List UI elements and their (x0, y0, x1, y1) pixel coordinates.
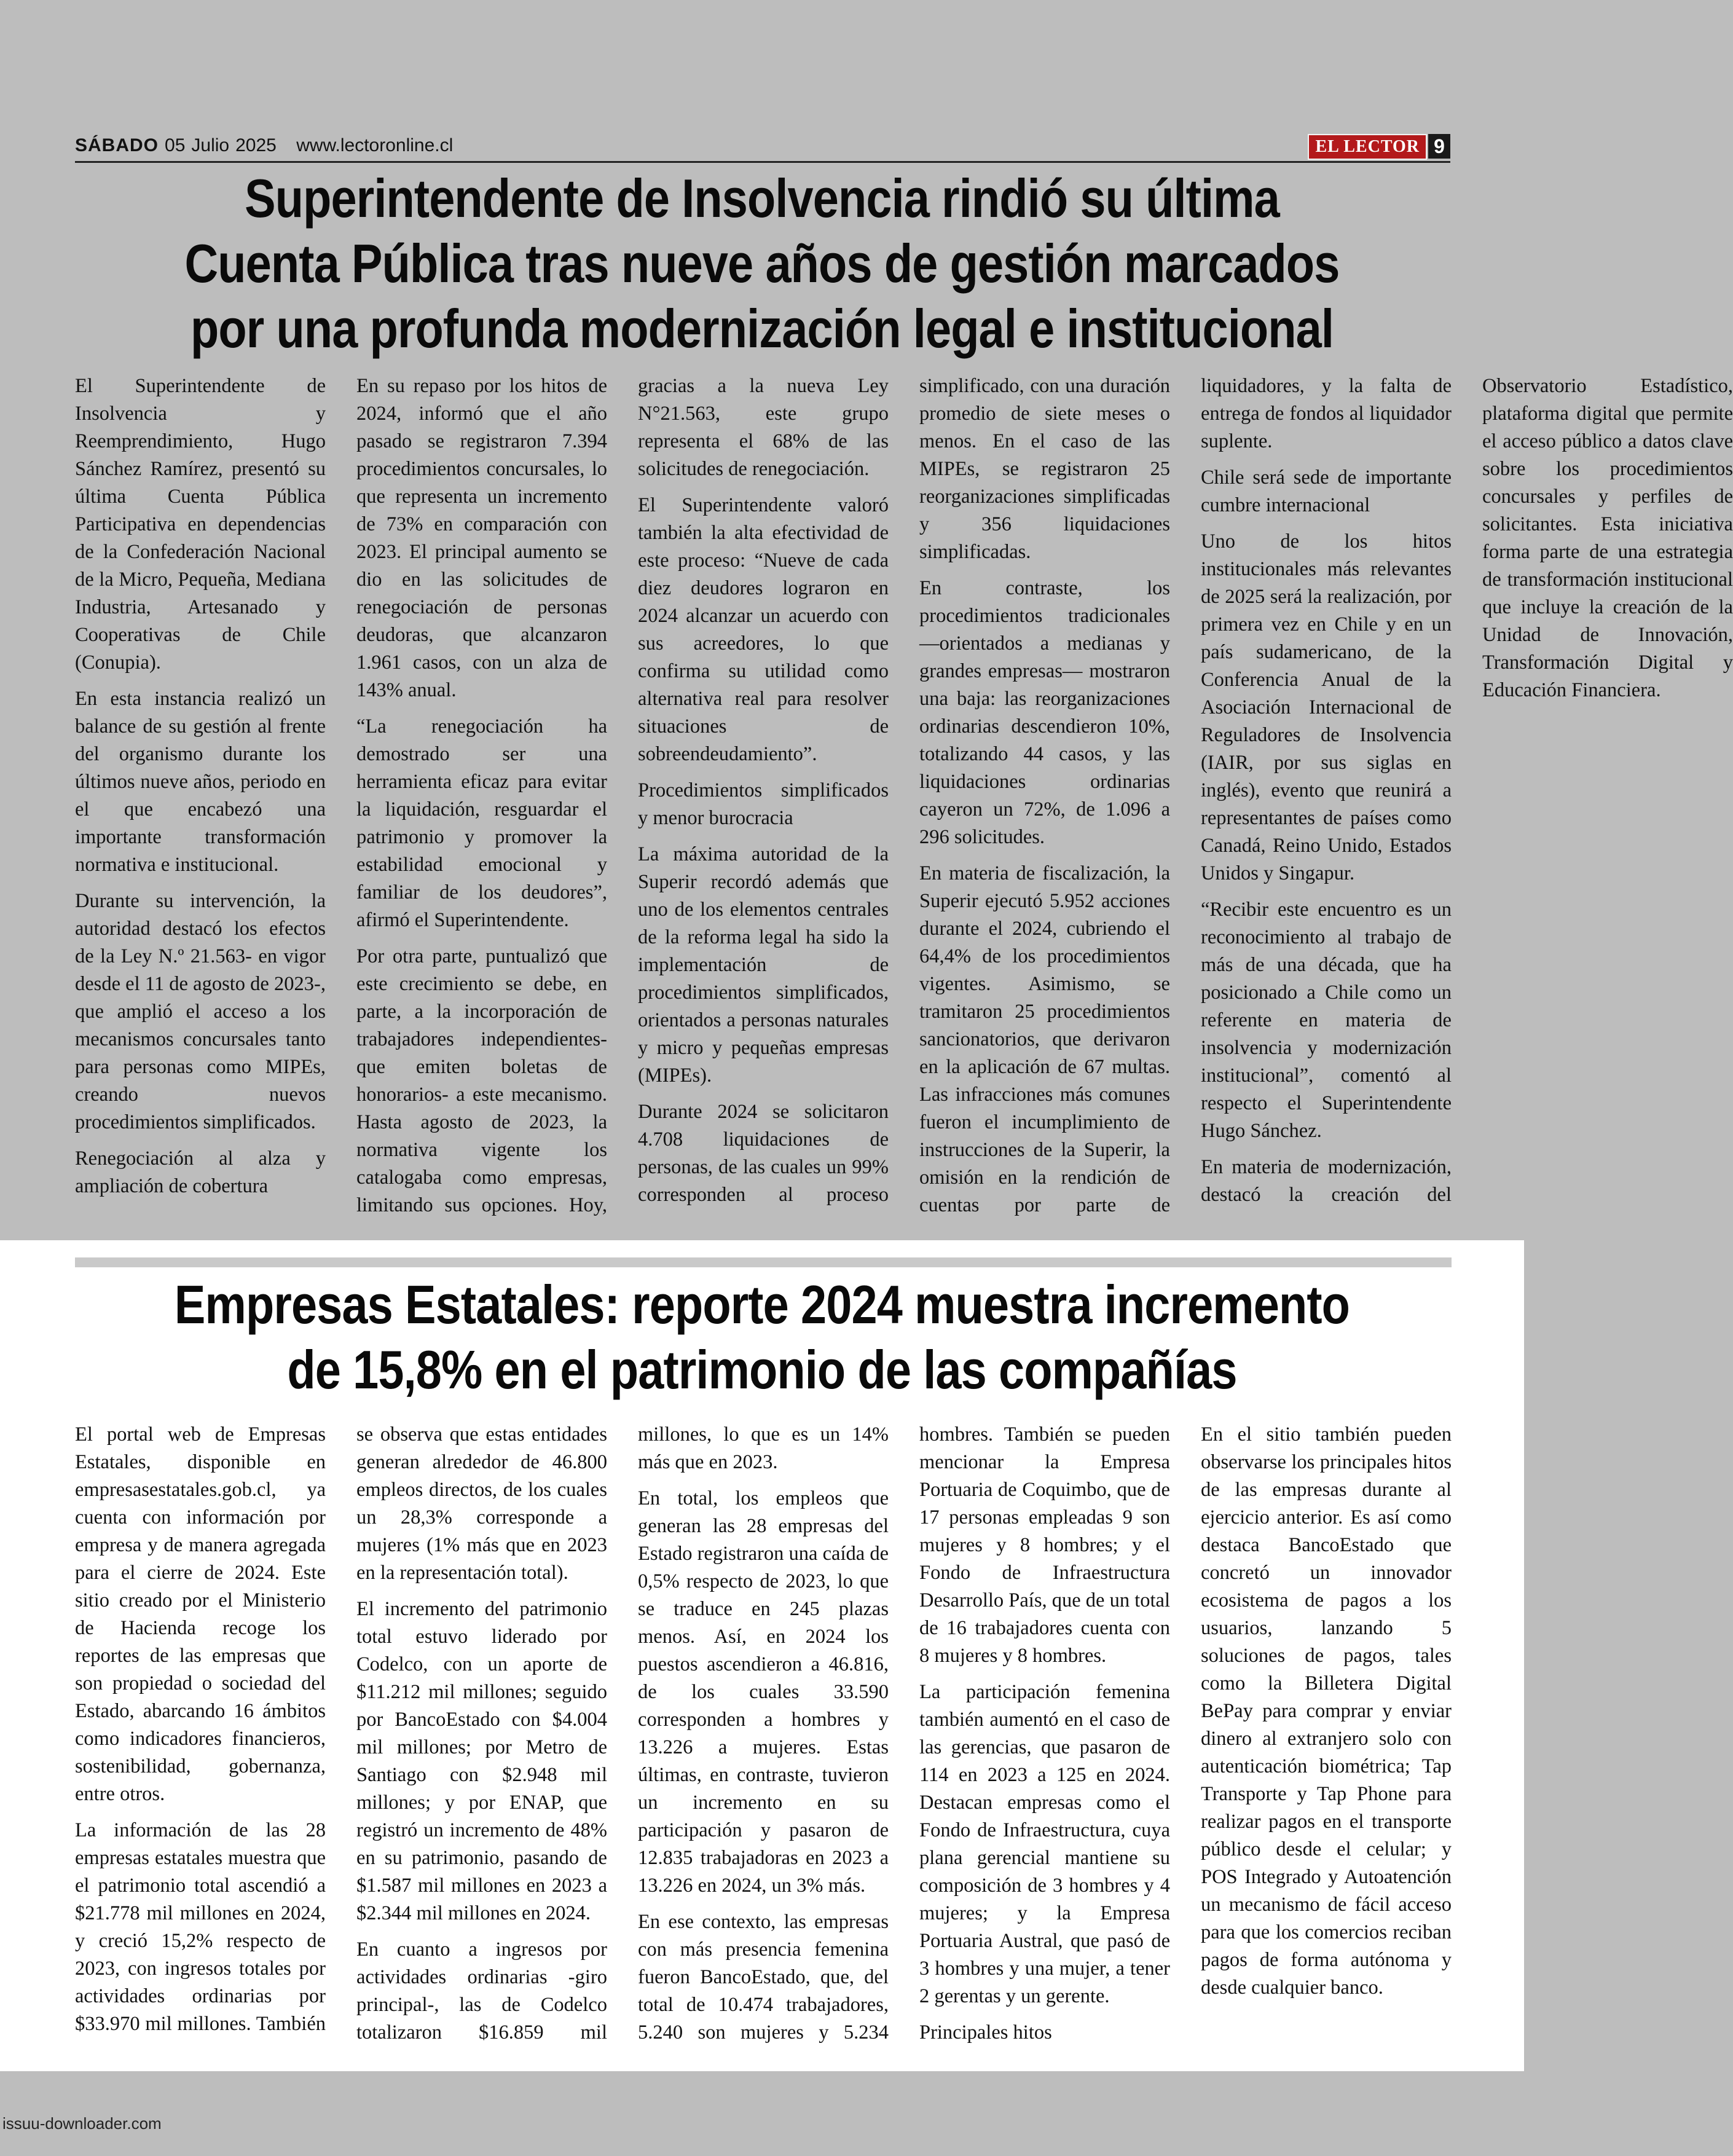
article-1-paragraph: El Superintendente valoró también la alta efectividad de este proceso: “Nueve de cada diez deudores lograron en 2024 alcanzar un acuerdo con sus acreedores, lo que confirma su utilidad como alternativa real para resolver situaciones de sobreendeudamiento”. (638, 494, 889, 765)
newspaper-logo: EL LECTOR (1308, 134, 1427, 160)
article-1-paragraph: En esta instancia realizó un balance de su gestión al frente del organismo durante los últimos nueve años, periodo en el que encabezó una importante transformación normativa e institucional. (75, 688, 326, 876)
page-number: 9 (1428, 134, 1450, 159)
article-1-headline: Superintendente de Insolvencia rindió su última Cuenta Pública tras nueve años de gestión marcados por una profunda modernización legal e institucional (184, 168, 1340, 359)
article-1-paragraph: En contraste, los procedimientos tradicionales —orientados a medianas y grandes empresas— mostraron una baja: las reorganizaciones ordinarias descendieron 10%, totalizando 44 casos, y las liquidaciones ordinarias cayeron un 72%, de 1.096 a 296 solicitudes. (919, 577, 1170, 848)
article-1-subheading: Chile será sede de importante cumbre internacional (1201, 466, 1452, 516)
article-2-body (75, 1421, 1452, 2048)
article-1-paragraph: Durante 2024 se solicitaron 4.708 liquidaciones de personas, de las cuales un 99% corresponden al proceso simplificado, con una duración promedio de siete meses o menos. En el caso de las MIPEs, se registraron 25 reorganizaciones simplificadas y 356 liquidaciones simplificadas. (638, 375, 1170, 1206)
article-1-subheading: Procedimientos simplificados y menor burocracia (638, 779, 889, 829)
article-2-headline: Empresas Estatales: reporte 2024 muestra incremento de 15,8% en el patrimonio de las compañías (174, 1274, 1350, 1400)
article-2-paragraph: La información de las 28 empresas estatales muestra que el patrimonio total ascendió a $21.778 mil millones en 2024, y creció 15,2% respecto de 2023, con ingresos totales por actividades ordinarias por $33.970 mil millones. También se observa que estas entidades generan alrededor de 46.800 empleos directos, de los cuales un 28,3% corresponde a mujeres (1% más que en 2023 en la representación total). (75, 1423, 607, 2035)
article-1-body (75, 372, 1733, 1233)
article-1-paragraph: En materia de fiscalización, la Superir ejecutó 5.952 acciones durante el 2024, cubriendo el 64,4% de los procedimientos vigentes. Asimismo, se tramitaron 25 procedimientos sancionatorios, que derivaron en la aplicación de 67 multas. Las infracciones más comunes fueron el incumplimiento de instrucciones de la Superir, la omisión en la rendición de cuentas por parte de liquidadores, y la falta de entrega de fondos al liquidador suplente. (919, 375, 1452, 1216)
article-1-paragraph: En materia de modernización, destacó la creación del Observatorio Estadístico, plataforma digital que permite el acceso público a datos clave sobre los procedimientos concursales y perfiles de solicitantes. Esta iniciativa forma parte de una estrategia de transformación institucional que incluye la creación de la Unidad de Innovación, Transformación Digital y Educación Financiera. (1201, 375, 1733, 1206)
article-1-quote: “Recibir este encuentro es un reconocimiento al trabajo de más de una década, que ha posicionado a Chile como un referente en materia de insolvencia y modernización institucional”, comentó al respecto el Superintendente Hugo Sánchez. (1201, 899, 1452, 1142)
article-2-paragraph: En cuanto a ingresos por actividades ordinarias -giro principal-, las de Codelco totalizaron $16.859 mil millones, lo que es un 14% más que en 2023. (356, 1423, 889, 2044)
issue-year: 2025 (235, 135, 277, 155)
article-1-subheading: Renegociación al alza y ampliación de cobertura (75, 1147, 326, 1197)
article-1-paragraph: El Superintendente de Insolvencia y Reemprendimiento, Hugo Sánchez Ramírez, presentó su última Cuenta Pública Participativa en dependencias de la Confederación Nacional de la Micro, Pequeña, Mediana Industria, Artesanado y Cooperativas de Chile (Conupia). (75, 375, 326, 674)
issue-month: Julio (191, 135, 230, 155)
issue-day: SÁBADO (75, 135, 159, 155)
article-2-paragraph: En ese contexto, las empresas con más presencia femenina fueron BancoEstado, que, del total de 10.474 trabajadores, 5.240 son mujeres y 5.234 hombres. También se pueden mencionar la Empresa Portuaria de Coquimbo, que de 17 personas empleadas 9 son mujeres y 8 hombres; y el Fondo de Infraestructura Desarrollo País, que de un total de 16 trabajadores cuenta con 8 mujeres y 8 hombres. (638, 1423, 1170, 2044)
issue-date-number: 05 (165, 135, 186, 155)
article-2-subheading: Principales hitos (919, 2021, 1052, 2044)
article-1-paragraph: Uno de los hitos institucionales más relevantes de 2025 será la realización, por primera vez en Chile y en un país sudamericano, de la Conferencia Anual de la Asociación Internacional de Reguladores de Insolvencia (IAIR, por sus siglas en inglés), evento que reunirá a representantes de países como Canadá, Reino Unido, Estados Unidos y Singapur. (1201, 530, 1452, 884)
article-2-paragraph: En el sitio también pueden observarse los principales hitos de las empresas durante al ejercicio anterior. Es así como destaca BancoEstado que concretó un innovador ecosistema de pagos a los usuarios, lanzando 5 soluciones de pagos, tales como la Billetera Digital BePay para comprar y enviar dinero al extranjero solo con autenticación biométrica; Tap Transporte y Tap Phone para realizar pagos en el transporte público desde el celular; y POS Integrado y Autoatención un mecanismo de fácil acceso para que los comercios reciban pagos de forma autónoma y desde cualquier banco. (1201, 1423, 1452, 1999)
article-1-paragraph: En su repaso por los hitos de 2024, informó que el año pasado se registraron 7.394 procedimientos concursales, lo que representa un incremento de 73% en comparación con 2023. El principal aumento se dio en las solicitudes de renegociación de personas deudoras, que alcanzaron 1.961 casos, con un alza de 143% anual. (356, 375, 607, 701)
article-1-quote: “La renegociación ha demostrado ser una herramienta eficaz para evitar la liquidación, resguardar el patrimonio y promover la estabilidad emocional y familiar de los deudores”, afirmó el Superintendente. (356, 715, 607, 931)
website-link[interactable]: www.lectoronline.cl (296, 135, 454, 155)
article-1-paragraph: Durante su intervención, la autoridad destacó los efectos de la Ley N.º 21.563- en vigor desde el 11 de agosto de 2023-, que amplió el acceso a los mecanismos concursales tanto para personas como MIPEs, creando nuevos procedimientos simplificados. (75, 890, 326, 1133)
article-2-paragraph: El incremento del patrimonio total estuvo liderado por Codelco, con un aporte de $11.212 mil millones; seguido por BancoEstado con $4.004 mil millones; por Metro de Santiago con $2.948 mil millones; y por ENAP, que registró un incremento de 48% en su patrimonio, pasando de $1.587 mil millones en 2023 a $2.344 mil millones en 2024. (356, 1598, 607, 1924)
issue-date (75, 135, 459, 156)
article-1-paragraph: Por otra parte, puntualizó que este crecimiento se debe, en parte, a la incorporación de trabajadores independientes- que emiten boletas de honorarios- a este mecanismo. Hasta agosto de 2023, la normativa vigente los catalogaba como empresas, limitando sus opciones. Hoy, gracias a la nueva Ley N°21.563, este grupo representa el 68% de las solicitudes de renegociación. (356, 375, 889, 1216)
article-2-paragraph: El portal web de Empresas Estatales, disponible en empresasestatales.gob.cl, ya cuenta con información por empresa y de manera agregada para el cierre de 2024. Este sitio creado por el Ministerio de Hacienda recoge los reportes de las empresas que son propiedad o sociedad del Estado, abarcando 16 ámbitos como indicadores financieros, sostenibilidad, gobernanza, entre otros. (75, 1423, 326, 1805)
article-2-paragraph: La participación femenina también aumentó en el caso de las gerencias, que pasaron de 114 en 2023 a 125 en 2024. Destacan empresas como el Fondo de Infraestructura, cuya plana gerencial mantiene su composición de 3 hombres y 4 mujeres; y la Empresa Portuaria Austral, que pasó de 3 hombres y una mujer, a tener 2 gerentas y un gerente. (919, 1681, 1170, 2007)
article-1-paragraph: La máxima autoridad de la Superir recordó además que uno de los elementos centrales de la reforma legal ha sido la implementación de procedimientos simplificados, orientados a personas naturales y micro y pequeñas empresas (MIPEs). (638, 843, 889, 1087)
watermark-text: issuu-downloader.com (2, 2114, 162, 2133)
article-2-paragraph: En total, los empleos que generan las 28 empresas del Estado registraron una caída de 0,5% respecto de 2023, lo que se traduce en 245 plazas menos. Así, en 2024 los puestos ascendieron a 46.816, de los cuales 33.590 corresponden a hombres y 13.226 a mujeres. Estas últimas, en contraste, tuvieron un incremento en su participación y pasaron de 12.835 trabajadoras en 2023 a 13.226 en 2024, un 3% más. (638, 1487, 889, 1897)
section-divider (75, 1257, 1452, 1267)
page-header (75, 134, 1450, 163)
